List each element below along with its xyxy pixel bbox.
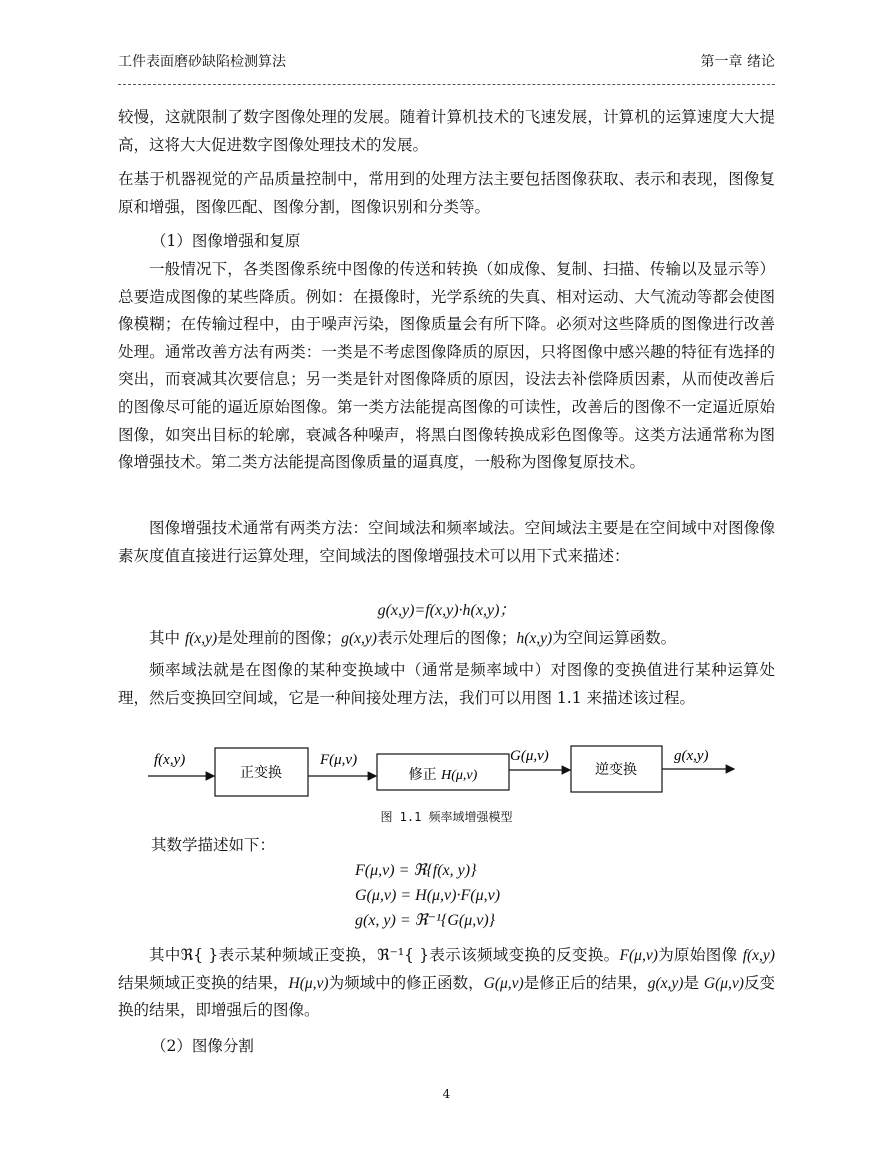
box-forward-transform-label: 正变换 [240,765,282,781]
box-inverse-transform-label: 逆变换 [595,762,637,778]
page-number: 4 [442,1087,451,1101]
paragraph-7: 其数学描述如下： [151,836,276,854]
paragraph-4: 图像增强技术通常有两类方法：空间域法和频率域法。空间域法主要是在空间域中对图像像素灰度值直接进行运算处理，空间域法的图像增强技术可以用下式来描述： [118,519,775,565]
header-rule [118,84,775,85]
paragraph-1: 较慢，这就限制了数字图像处理的发展。随着计算机技术的飞速发展，计算机的运算速度大大提高，这将大大促进数字图像处理技术的发展。 [118,108,775,154]
paragraph-3: 一般情况下，各类图像系统中图像的传送和转换（如成像、复制、扫描、传输以及显示等）总要造成图像的某些降质。例如：在摄像时，光学系统的失真、相对运动、大气流动等都会使图像模糊；在传输过程中，由于噪声污染，图像质量会有所下降。必须对这些降质的图像进行改善处理。通常改善方法有两类：一类是不考虑图像降质的原因，只将图像中感兴趣的特征有选择的突出，而衰减其次要信息；另一类是针对图像降质的原因，设法去补偿降质因素，从而使改善后的图像尽可能的逼近原始图像。第一类方法能提高图像的可读性，改善后的图像不一定逼近原始图像，如突出目标的轮廓，衰减各种噪声，将黑白图像转换成彩色图像等。这类方法通常称为图像增强技术。第二类方法能提高图像质量的逼真度，一般称为图像复原技术。 [118,260,775,472]
paragraph-8: 其中ℜ{ }表示某种频域正变换，ℜ⁻¹{ }表示该频域变换的反变换。F(μ,ν)为原始图像 f(x,y)结果频域正变换的结果，H(μ,ν)为频域中的修正函数，G(μ,ν)是修正后的结果，g(x,y)是 G(μ,ν)反变换的结果，即增强后的图像。 [118,946,775,1020]
section-heading-1: （1）图像增强和复原 [151,232,301,250]
diagram-output-label: g(x,y) [674,748,709,764]
paragraph-6: 频率域法就是在图像的某种变换域中（通常是频率域中）对图像的变换值进行某种运算处理，然后变换回空间域，它是一种间接处理方法，我们可以用图 1.1 来描述该过程。 [118,661,775,707]
equation-spatial: g(x,y)=f(x,y)·h(x,y)； [377,602,516,619]
header-title: 工件表面磨砂缺陷检测算法 [118,54,286,70]
section-heading-2: （2）图像分割 [151,1037,254,1055]
equation-forward: F(μ,ν) = ℜ{f(x, y)} [355,862,477,879]
diagram-input-label: f(x,y) [154,752,186,768]
diagram-mid2-label: G(μ,ν) [510,748,549,764]
diagram-mid1-label: F(μ,ν) [320,752,358,768]
equation-correction: G(μ,ν) = H(μ,ν)·F(μ,ν) [355,887,501,904]
paragraph-5: 其中 f(x,y)是处理前的图像；g(x,y)表示处理后的图像；h(x,y)为空间运算函数。 [149,629,677,647]
equation-inverse: g(x, y) = ℜ⁻¹{G(μ,ν)} [355,912,496,929]
figure-caption: 图 1.1 频率域增强模型 [380,810,513,824]
frequency-domain-diagram [140,740,760,802]
header-chapter: 第一章 绪论 [700,54,775,70]
paragraph-2: 在基于机器视觉的产品质量控制中，常用到的处理方法主要包括图像获取、表示和表现，图像复原和增强，图像匹配、图像分割，图像识别和分类等。 [118,170,775,216]
box-correction-label: 修正 H(μ,ν) [408,767,478,783]
